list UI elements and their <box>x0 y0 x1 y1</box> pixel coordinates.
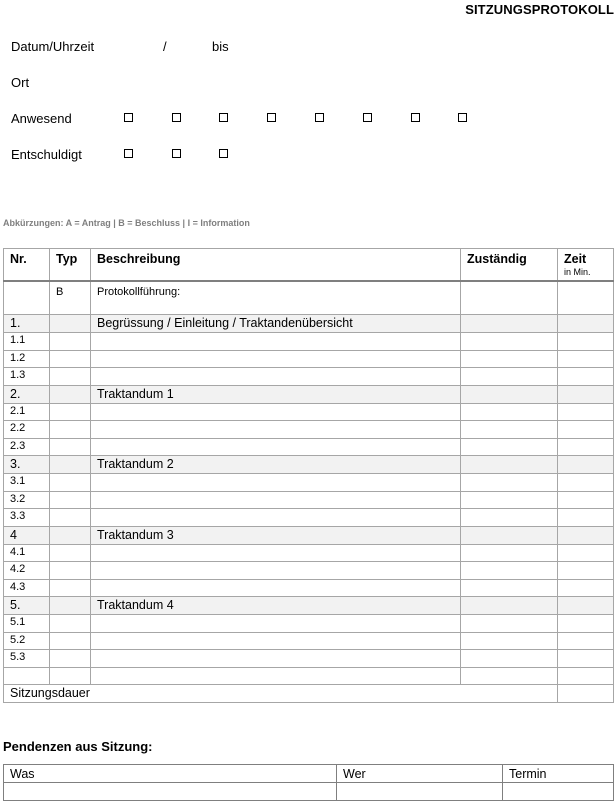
subitem-beschreibung[interactable] <box>91 368 461 386</box>
datum-separator: / <box>163 38 167 54</box>
subitem-beschreibung[interactable] <box>91 650 461 668</box>
subitem-nr: 2.3 <box>4 438 50 456</box>
subitem-nr: 5.3 <box>4 650 50 668</box>
subitem-typ[interactable] <box>50 491 91 509</box>
subitem-row <box>4 350 614 368</box>
header-beschreibung: Beschreibung <box>91 249 461 281</box>
section-typ[interactable] <box>50 315 91 333</box>
subitem-nr: 1.2 <box>4 350 50 368</box>
pendenzen-cell-was[interactable] <box>4 783 337 801</box>
subitem-nr: 4.1 <box>4 544 50 562</box>
anwesend-checkbox-2[interactable] <box>172 113 181 122</box>
subitem-typ[interactable] <box>50 333 91 351</box>
entschuldigt-label: Entschuldigt <box>11 146 82 162</box>
subitem-typ[interactable] <box>50 438 91 456</box>
subitem-row <box>4 421 614 439</box>
subitem-row <box>4 403 614 421</box>
section-zeit[interactable] <box>558 385 614 403</box>
section-nr: 5. <box>4 597 50 615</box>
subitem-zustaendig[interactable] <box>461 333 558 351</box>
pendenzen-table <box>3 764 614 801</box>
subitem-row <box>4 615 614 633</box>
subitem-nr: 5.2 <box>4 632 50 650</box>
empty-beschreibung[interactable] <box>91 667 461 684</box>
header-nr: Nr. <box>4 249 50 281</box>
pendenzen-header-termin: Termin <box>503 765 614 783</box>
anwesend-checkbox-4[interactable] <box>267 113 276 122</box>
subitem-zustaendig[interactable] <box>461 491 558 509</box>
section-zustaendig[interactable] <box>461 526 558 544</box>
pendenzen-header-wer: Wer <box>337 765 503 783</box>
header-zustaendig: Zuständig <box>461 249 558 281</box>
subitem-zustaendig[interactable] <box>461 509 558 527</box>
abbreviations-legend: Abkürzungen: A = Antrag | B = Beschluss | I = Information <box>3 218 250 228</box>
subitem-zeit[interactable] <box>558 350 614 368</box>
subitem-zustaendig[interactable] <box>461 438 558 456</box>
datum-label: Datum/Uhrzeit <box>11 38 95 54</box>
section-zeit[interactable] <box>558 456 614 474</box>
ort-label: Ort <box>11 74 30 90</box>
subitem-beschreibung[interactable] <box>91 474 461 492</box>
subitem-nr: 2.2 <box>4 421 50 439</box>
cell-zustaendig[interactable] <box>461 281 558 315</box>
subitem-zeit[interactable] <box>558 421 614 439</box>
section-row <box>4 456 614 474</box>
section-zustaendig[interactable] <box>461 456 558 474</box>
subitem-zustaendig[interactable] <box>461 421 558 439</box>
subitem-beschreibung[interactable] <box>91 615 461 633</box>
subitem-typ[interactable] <box>50 474 91 492</box>
subitem-typ[interactable] <box>50 350 91 368</box>
section-typ[interactable] <box>50 385 91 403</box>
empty-zustaendig[interactable] <box>461 667 558 684</box>
subitem-row <box>4 474 614 492</box>
total-row <box>4 684 614 702</box>
subitem-row <box>4 562 614 580</box>
anwesend-label: Anwesend <box>11 110 72 126</box>
protocol-header-row <box>4 249 614 281</box>
subitem-zustaendig[interactable] <box>461 403 558 421</box>
subitem-nr: 5.1 <box>4 615 50 633</box>
subitem-nr: 1.1 <box>4 333 50 351</box>
subitem-nr: 4.3 <box>4 579 50 597</box>
document-title: SITZUNGSPROTOKOLL <box>465 2 614 17</box>
cell-beschreibung[interactable]: Protokollführung: <box>91 281 461 315</box>
pendenzen-header-row <box>4 765 614 783</box>
subitem-typ[interactable] <box>50 562 91 580</box>
subitem-nr: 3.1 <box>4 474 50 492</box>
section-zeit[interactable] <box>558 597 614 615</box>
subitem-row <box>4 491 614 509</box>
subitem-nr: 1.3 <box>4 368 50 386</box>
section-title: Begrüssung / Einleitung / Traktandenübersicht <box>91 315 461 333</box>
subitem-zustaendig[interactable] <box>461 350 558 368</box>
section-typ[interactable] <box>50 526 91 544</box>
anwesend-checkbox-6[interactable] <box>363 113 372 122</box>
header-zeit <box>558 249 614 281</box>
subitem-zustaendig[interactable] <box>461 579 558 597</box>
section-title: Traktandum 4 <box>91 597 461 615</box>
subitem-typ[interactable] <box>50 615 91 633</box>
subitem-row <box>4 544 614 562</box>
subitem-row <box>4 509 614 527</box>
subitem-zeit[interactable] <box>558 491 614 509</box>
anwesend-checkbox-7[interactable] <box>411 113 420 122</box>
subitem-zustaendig[interactable] <box>461 650 558 668</box>
subitem-beschreibung[interactable] <box>91 333 461 351</box>
subitem-beschreibung[interactable] <box>91 350 461 368</box>
cell-typ[interactable]: B <box>50 281 91 315</box>
section-zustaendig[interactable] <box>461 315 558 333</box>
section-title: Traktandum 2 <box>91 456 461 474</box>
pendenzen-title: Pendenzen aus Sitzung: <box>3 739 153 754</box>
subitem-zustaendig[interactable] <box>461 615 558 633</box>
pendenzen-cell-wer[interactable] <box>337 783 503 801</box>
subitem-zeit[interactable] <box>558 650 614 668</box>
subitem-zustaendig[interactable] <box>461 474 558 492</box>
entschuldigt-checkbox-2[interactable] <box>172 149 181 158</box>
empty-zeit[interactable] <box>558 667 614 684</box>
subitem-beschreibung[interactable] <box>91 509 461 527</box>
cell-nr[interactable] <box>4 281 50 315</box>
subitem-row <box>4 333 614 351</box>
subitem-row <box>4 438 614 456</box>
subitem-nr: 4.2 <box>4 562 50 580</box>
section-zeit[interactable] <box>558 526 614 544</box>
section-row <box>4 526 614 544</box>
datum-bis-label: bis <box>212 38 229 54</box>
subitem-zeit[interactable] <box>558 474 614 492</box>
empty-row <box>4 667 614 684</box>
section-typ[interactable] <box>50 597 91 615</box>
pendenzen-header-was: Was <box>4 765 337 783</box>
subitem-typ[interactable] <box>50 579 91 597</box>
protocol-table <box>3 248 614 703</box>
empty-nr[interactable] <box>4 667 50 684</box>
subitem-nr: 3.2 <box>4 491 50 509</box>
subitem-zeit[interactable] <box>558 438 614 456</box>
anwesend-checkbox-5[interactable] <box>315 113 324 122</box>
total-zeit[interactable] <box>558 684 614 702</box>
subitem-zeit[interactable] <box>558 368 614 386</box>
header-typ: Typ <box>50 249 91 281</box>
subitem-beschreibung[interactable] <box>91 403 461 421</box>
subitem-nr: 3.3 <box>4 509 50 527</box>
subitem-typ[interactable] <box>50 421 91 439</box>
anwesend-checkbox-1[interactable] <box>124 113 133 122</box>
subitem-zustaendig[interactable] <box>461 632 558 650</box>
subitem-zustaendig[interactable] <box>461 368 558 386</box>
section-nr: 1. <box>4 315 50 333</box>
subitem-zeit[interactable] <box>558 509 614 527</box>
subitem-nr: 2.1 <box>4 403 50 421</box>
total-label: Sitzungsdauer <box>4 684 558 702</box>
subitem-typ[interactable] <box>50 403 91 421</box>
section-title: Traktandum 1 <box>91 385 461 403</box>
section-row <box>4 385 614 403</box>
subitem-zeit[interactable] <box>558 403 614 421</box>
subitem-beschreibung[interactable] <box>91 438 461 456</box>
section-zeit[interactable] <box>558 315 614 333</box>
subitem-typ[interactable] <box>50 368 91 386</box>
subitem-zustaendig[interactable] <box>461 544 558 562</box>
section-nr: 2. <box>4 385 50 403</box>
header-zeit-unit: in Min. <box>564 267 591 277</box>
subitem-zeit[interactable] <box>558 579 614 597</box>
subitem-zeit[interactable] <box>558 615 614 633</box>
pendenzen-cell-termin[interactable] <box>503 783 614 801</box>
section-zustaendig[interactable] <box>461 385 558 403</box>
section-nr: 3. <box>4 456 50 474</box>
protocol-row <box>4 281 614 315</box>
subitem-zeit[interactable] <box>558 544 614 562</box>
section-row <box>4 597 614 615</box>
subitem-zeit[interactable] <box>558 333 614 351</box>
subitem-beschreibung[interactable] <box>91 544 461 562</box>
subitem-row <box>4 579 614 597</box>
subitem-typ[interactable] <box>50 650 91 668</box>
section-zustaendig[interactable] <box>461 597 558 615</box>
pendenzen-row <box>4 783 614 801</box>
subitem-zustaendig[interactable] <box>461 562 558 580</box>
subitem-row <box>4 368 614 386</box>
entschuldigt-checkbox-1[interactable] <box>124 149 133 158</box>
subitem-row <box>4 632 614 650</box>
empty-typ[interactable] <box>50 667 91 684</box>
subitem-typ[interactable] <box>50 632 91 650</box>
subitem-beschreibung[interactable] <box>91 421 461 439</box>
subitem-beschreibung[interactable] <box>91 632 461 650</box>
cell-zeit[interactable] <box>558 281 614 315</box>
subitem-beschreibung[interactable] <box>91 491 461 509</box>
subitem-beschreibung[interactable] <box>91 579 461 597</box>
section-row <box>4 315 614 333</box>
entschuldigt-checkbox-3[interactable] <box>219 149 228 158</box>
subitem-zeit[interactable] <box>558 562 614 580</box>
subitem-zeit[interactable] <box>558 632 614 650</box>
subitem-typ[interactable] <box>50 509 91 527</box>
subitem-row <box>4 650 614 668</box>
section-title: Traktandum 3 <box>91 526 461 544</box>
anwesend-checkbox-8[interactable] <box>458 113 467 122</box>
subitem-typ[interactable] <box>50 544 91 562</box>
section-nr: 4 <box>4 526 50 544</box>
section-typ[interactable] <box>50 456 91 474</box>
header-zeit-label: Zeit <box>564 252 587 266</box>
subitem-beschreibung[interactable] <box>91 562 461 580</box>
anwesend-checkbox-3[interactable] <box>219 113 228 122</box>
